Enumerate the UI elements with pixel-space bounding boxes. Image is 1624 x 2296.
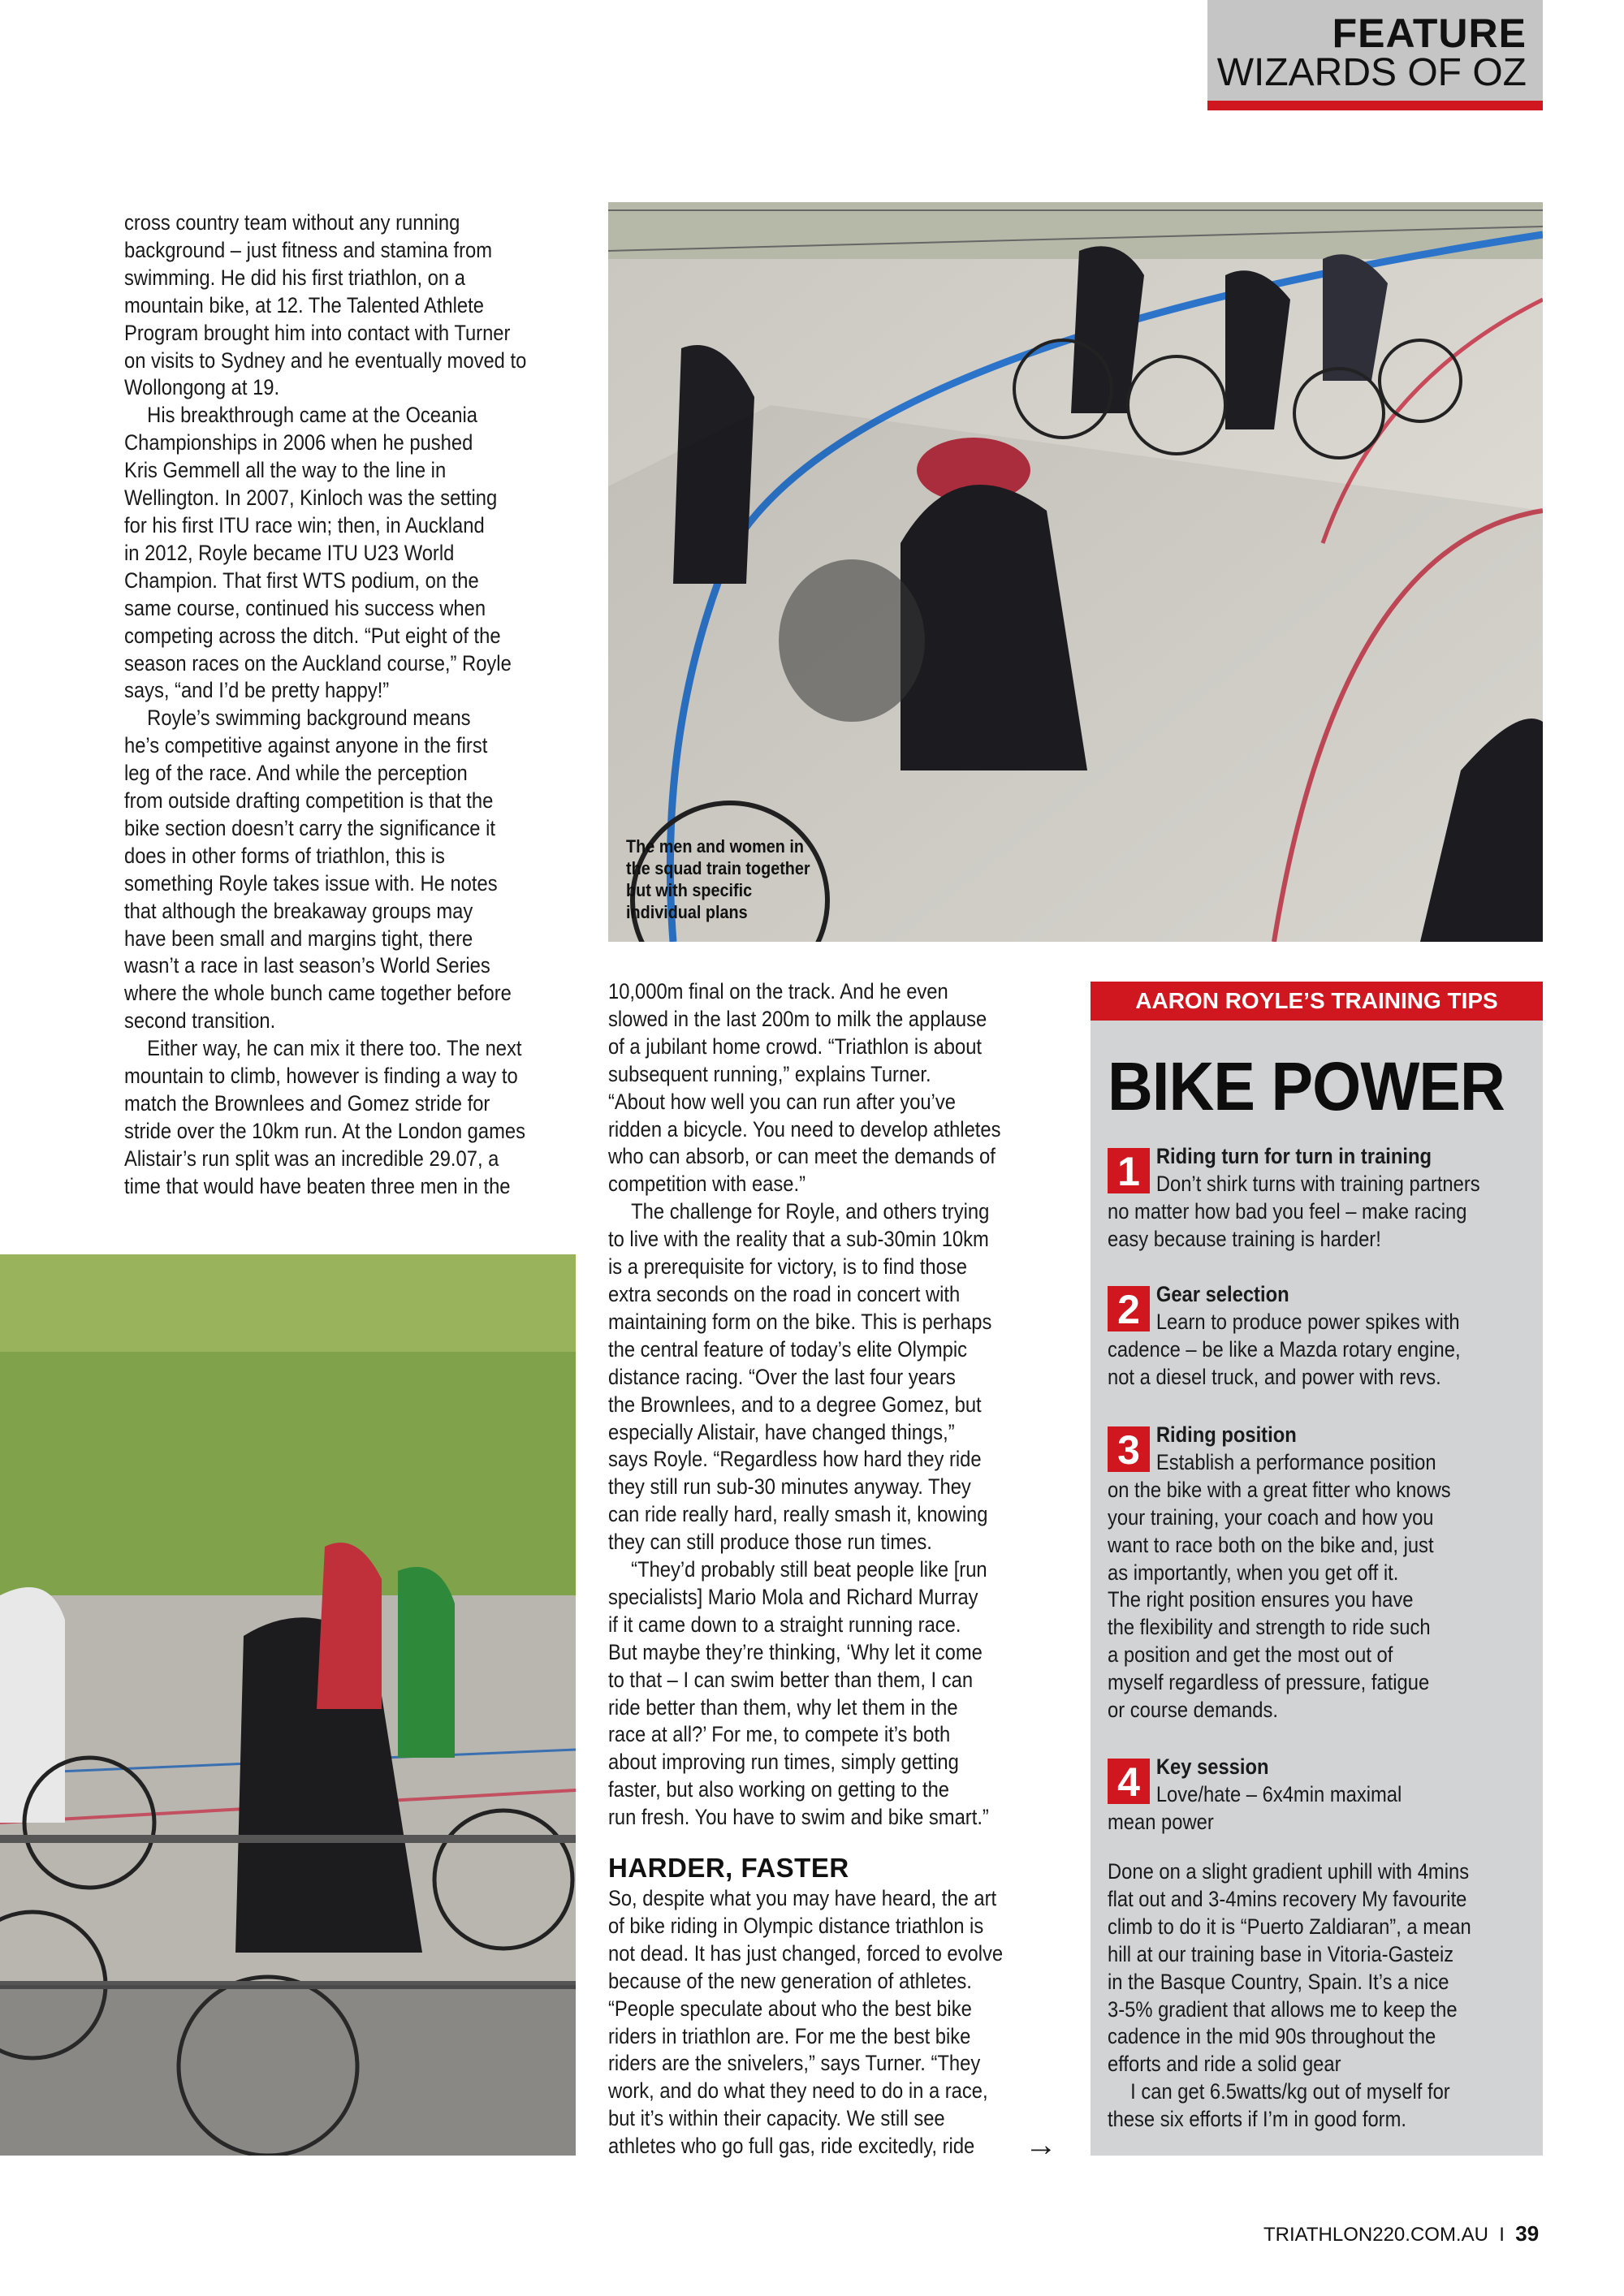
text-line: ride better than them, why let them in the	[608, 1694, 958, 1720]
tip-text-line: on the bike with a great fitter who knows	[1108, 1477, 1451, 1502]
tips-title: BIKE POWER	[1108, 1048, 1505, 1124]
text-line: but it’s within their capacity. We still see	[608, 2106, 945, 2131]
tip-number-badge: 3	[1108, 1426, 1150, 1472]
text-line: I can get 6.5watts/kg out of myself for	[1130, 2079, 1450, 2104]
text-line: His breakthrough came at the Oceania	[147, 403, 477, 428]
tip-heading: Gear selection	[1155, 1282, 1289, 1306]
text-line: the Brownlees, and to a degree Gomez, but	[608, 1392, 982, 1417]
section-header	[1207, 0, 1543, 110]
text-line: efforts and ride a solid gear	[1108, 2052, 1341, 2077]
text-line: something Royle takes issue with. He notes	[124, 870, 498, 896]
text-line: have been small and margins tight, there	[124, 926, 473, 951]
tip-item	[1108, 1143, 1480, 1254]
middle-column-text-2	[608, 1885, 1003, 2160]
tip-text-line: myself regardless of pressure, fatigue	[1108, 1670, 1430, 1695]
tip-text-line: or course demands.	[1108, 1698, 1278, 1723]
text-line: says, “and I’d be pretty happy!”	[124, 678, 390, 703]
text-line: season races on the Auckland course,” Royle	[124, 650, 512, 675]
text-line: time that would have beaten three men in the	[124, 1173, 511, 1198]
text-line: especially Alistair, have changed things,”	[608, 1419, 955, 1444]
footer	[1263, 2221, 1539, 2246]
tip-text-line: Learn to produce power spikes with	[1155, 1309, 1460, 1334]
text-line: wasn’t a race in last season’s World Series	[124, 953, 490, 978]
text-line: competing across the ditch. “Put eight of the	[124, 623, 501, 648]
text-line: race at all?’ For me, to compete it’s both	[608, 1722, 951, 1747]
text-line: background – just fitness and stamina from	[124, 237, 493, 262]
text-line: for his first ITU race win; then, in Auckland	[124, 512, 485, 537]
tip-item	[1108, 1281, 1461, 1392]
text-line: is a prerequisite for victory, is to find those	[608, 1254, 967, 1280]
tip-text-line: Establish a performance position	[1155, 1449, 1436, 1474]
tip-text-line: cadence – be like a Mazda rotary engine,	[1108, 1336, 1461, 1362]
subheading: HARDER, FASTER	[608, 1853, 849, 1883]
section-kicker: FEATURE	[1332, 11, 1527, 56]
text-line: Kris Gemmell all the way to the line in	[124, 458, 447, 483]
text-line: Alistair’s run split was an incredible 29.07, a	[124, 1146, 499, 1171]
tip-text-line: a position and get the most out of	[1108, 1642, 1393, 1668]
text-line: So, despite what you may have heard, the art	[608, 1886, 997, 1910]
photo-cyclists-trackside	[0, 1254, 576, 2156]
text-line: riders are the snivelers,” says Turner. “They	[608, 2051, 981, 2076]
text-line: to that – I can swim better than them, I can	[608, 1667, 974, 1692]
text-line: same course, continued his success when	[124, 595, 486, 620]
text-line: Championships in 2006 when he pushed	[124, 430, 473, 455]
text-line: stride over the 10km run. At the London games	[124, 1118, 525, 1143]
text-line: Royle’s swimming background means	[147, 706, 471, 731]
caption-line: The men and women in	[626, 836, 804, 857]
text-line: of bike riding in Olympic distance triathlon is	[608, 1913, 984, 1938]
text-line: “They’d probably still beat people like [run	[631, 1557, 987, 1582]
page-number: 39	[1515, 2221, 1540, 2246]
text-line: distance racing. “Over the last four years	[608, 1364, 956, 1389]
text-line: The challenge for Royle, and others trying	[631, 1199, 990, 1224]
tips-label: AARON ROYLE’S TRAINING TIPS	[1091, 982, 1543, 1021]
footer-separator: I	[1499, 2224, 1505, 2246]
text-line: does in other forms of triathlon, this is	[124, 843, 445, 868]
text-line: bike section doesn’t carry the significance it	[124, 815, 495, 840]
tip-text-line: as importantly, when you get off it.	[1108, 1560, 1399, 1585]
text-line: says Royle. “Regardless how hard they ride	[608, 1447, 982, 1472]
text-line: competition with ease.”	[608, 1172, 806, 1197]
photo-caption	[626, 835, 810, 923]
text-line: where the whole bunch came together before	[124, 981, 512, 1006]
tip-number-badge: 2	[1108, 1286, 1150, 1331]
text-line: in the Basque Country, Spain. It’s a nice	[1108, 1969, 1449, 1994]
photo-cyclists-velodrome	[608, 202, 1543, 942]
tip-text-line: Love/hate – 6x4min maximal	[1155, 1781, 1402, 1806]
caption-line: but with specific	[626, 880, 753, 900]
text-line: work, and do what they need to do in a race,	[608, 2078, 988, 2104]
text-line: athletes who go full gas, ride excitedly, ride	[608, 2134, 975, 2159]
text-line: faster, but also working on getting to the	[608, 1777, 950, 1802]
text-line: Wellington. In 2007, Kinloch was the setting	[124, 486, 498, 511]
text-line: riders in triathlon are. For me the best bike	[608, 2023, 971, 2048]
tip-text-line: not a diesel truck, and power with revs.	[1108, 1364, 1441, 1389]
text-line: mountain to climb, however is finding a way to	[124, 1064, 518, 1089]
tips-closing-text	[1108, 1858, 1471, 2134]
text-line: swimming. He did his first triathlon, on a	[124, 265, 465, 290]
text-line: to live with the reality that a sub-30min 10km	[608, 1227, 989, 1252]
text-line: cross country team without any running	[124, 210, 460, 235]
text-line: flat out and 3-4mins recovery My favourite	[1108, 1886, 1467, 1911]
tip-text-line: want to race both on the bike and, just	[1108, 1532, 1434, 1557]
text-line: “About how well you can run after you’ve	[608, 1089, 956, 1114]
section-title: WIZARDS OF OZ	[1216, 51, 1527, 94]
text-line: But maybe they’re thinking, ‘Why let it come	[608, 1639, 983, 1664]
text-line: because of the new generation of athletes.	[608, 1968, 972, 1993]
text-line: he’s competitive against anyone in the first	[124, 733, 488, 758]
text-line: Done on a slight gradient uphill with 4mins	[1108, 1859, 1470, 1884]
text-line: not dead. It has just changed, forced to evolve	[608, 1940, 1004, 1966]
text-line: run fresh. You have to swim and bike smart.”	[608, 1805, 989, 1830]
tip-number-badge: 1	[1108, 1148, 1150, 1193]
text-line: maintaining form on the bike. This is perhaps	[608, 1309, 992, 1334]
text-line: match the Brownlees and Gomez stride for	[124, 1091, 490, 1116]
text-line: extra seconds on the road in concert with	[608, 1281, 961, 1306]
text-line: Wollongong at 19.	[124, 375, 280, 400]
tip-heading: Riding turn for turn in training	[1155, 1144, 1432, 1168]
tip-text-line: the flexibility and strength to ride such	[1108, 1615, 1431, 1640]
middle-column-text	[608, 978, 1000, 1832]
text-line: ridden a bicycle. You need to develop athletes	[608, 1116, 1001, 1142]
text-line: who can absorb, or can meet the demands of	[608, 1144, 996, 1169]
text-line: these six efforts if I’m in good form.	[1108, 2107, 1406, 2132]
text-line: from outside drafting competition is that the	[124, 788, 494, 814]
tip-item	[1108, 1422, 1451, 1724]
text-line: they still run sub-30 minutes anyway. They	[608, 1474, 971, 1500]
text-line: climb to do it is “Puerto Zaldiaran”, a mean	[1108, 1914, 1471, 1939]
tip-heading: Riding position	[1155, 1422, 1297, 1447]
continue-arrow-icon: →	[1025, 2127, 1057, 2163]
text-line: Program brought him into contact with Turner	[124, 320, 511, 345]
text-line: if it came down to a straight running race.	[608, 1612, 961, 1637]
text-line: on visits to Sydney and he eventually moved to	[124, 347, 527, 373]
text-line: slowed in the last 200m to milk the applause	[608, 1006, 987, 1031]
text-line: hill at our training base in Vitoria-Gasteiz	[1108, 1941, 1454, 1966]
text-line: 10,000m final on the track. And he even	[608, 979, 948, 1003]
text-line: the central feature of today’s elite Olympic	[608, 1336, 967, 1362]
tip-text-line: Don’t shirk turns with training partners	[1155, 1171, 1480, 1196]
tip-number-badge: 4	[1108, 1759, 1150, 1804]
text-line: 3-5% gradient that allows me to keep the	[1108, 1996, 1458, 2022]
text-line: second transition.	[124, 1008, 276, 1034]
caption-line: the squad train together	[626, 858, 810, 878]
tip-text-line: The right position ensures you have	[1108, 1587, 1414, 1612]
tip-item	[1108, 1754, 1402, 1836]
text-line: that although the breakaway groups may	[124, 898, 473, 923]
text-line: specialists] Mario Mola and Richard Murray	[608, 1584, 978, 1609]
text-line: mountain bike, at 12. The Talented Athlete	[124, 292, 484, 317]
tip-text-line: no matter how bad you feel – make racing	[1108, 1198, 1467, 1224]
text-line: Champion. That first WTS podium, on the	[124, 568, 479, 593]
footer-site: TRIATHLON220.COM.AU	[1263, 2224, 1488, 2246]
caption-line: individual plans	[626, 902, 748, 922]
text-line: “People speculate about who the best bike	[608, 1996, 972, 2021]
text-line: they can still produce those run times.	[608, 1530, 932, 1555]
text-line: Either way, he can mix it there too. The next	[147, 1036, 522, 1061]
text-line: can ride really hard, really smash it, knowing	[608, 1502, 988, 1527]
tip-text-line: your training, your coach and how you	[1108, 1504, 1434, 1530]
text-line: cadence in the mid 90s throughout the	[1108, 2024, 1436, 2049]
tip-text-line: mean power	[1108, 1809, 1214, 1834]
text-line: leg of the race. And while the perception	[124, 761, 468, 786]
text-line: of a jubilant home crowd. “Triathlon is about	[608, 1034, 983, 1059]
text-line: subsequent running,” explains Turner.	[608, 1061, 931, 1086]
tip-text-line: easy because training is harder!	[1108, 1226, 1381, 1251]
tip-heading: Key session	[1155, 1754, 1269, 1779]
text-line: in 2012, Royle became ITU U23 World	[124, 540, 455, 565]
left-column-text	[124, 209, 526, 1201]
text-line: about improving run times, simply getting	[608, 1750, 959, 1775]
